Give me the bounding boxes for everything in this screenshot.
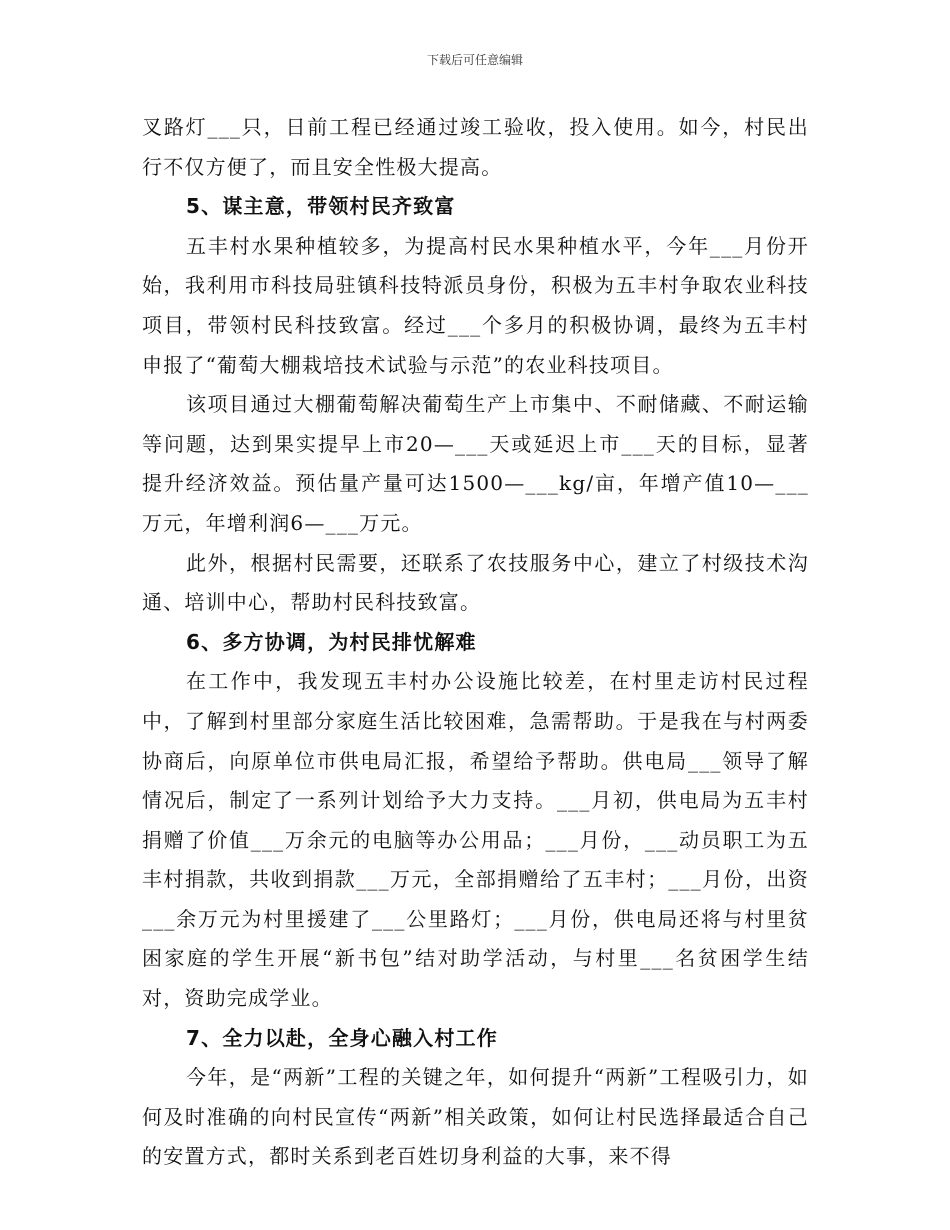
paragraph-training-center: 此外，根据村民需要，还联系了农技服务中心，建立了村级技术沟通、培训中心，帮助村民科技致富。 (142, 550, 809, 615)
paragraph-streetlight-completion: 叉路灯___只，日前工程已经通过竣工验收，投入使用。如今，村民出行不仅方便了，而且安全性极大提高。 (142, 115, 809, 179)
paragraph-fruit-planting: 五丰村水果种植较多，为提高村民水果种植水平，今年___月份开始，我利用市科技局驻镇科技特派员身份，积极为五丰村争取农业科技项目，带领村民科技致富。经过___个多月的积极协调，最终为五丰村申报了“葡萄大棚栽培技术试验与示范”的农业科技项目。 (142, 233, 809, 377)
section-heading-5: 5、谋主意，带领村民齐致富 (186, 194, 456, 219)
paragraph-grape-project: 该项目通过大棚葡萄解决葡萄生产上市集中、不耐储藏、不耐运输等问题，达到果实提早上市20—___天或延迟上市___天的目标，显著提升经济效益。预估量产量可达1500—___kg/亩，年增产值10—___万元，年增利润6—___万元。 (142, 392, 809, 535)
section-heading-6: 6、多方协调，为村民排忧解难 (186, 629, 477, 654)
document-body (142, 108, 809, 1177)
section-heading-7: 7、全力以赴，全身心融入村工作 (186, 1025, 498, 1050)
paragraph-two-new-project: 今年，是“两新”工程的关键之年，如何提升“两新”工程吸引力，如何及时准确的向村民宣传“两新”相关政策，如何让村民选择最适合自己的安置方式，都时关系到老百姓切身利益的大事，来不得 (142, 1065, 809, 1169)
page-header: 下载后可任意编辑 (426, 53, 523, 67)
paragraph-power-bureau-support: 在工作中，我发现五丰村办公设施比较差，在村里走访村民过程中，了解到村里部分家庭生活比较困难，急需帮助。于是我在与村两委协商后，向原单位市供电局汇报，希望给予帮助。供电局___领导了解情况后，制定了一系列计划给予大力支持。___月初，供电局为五丰村捐赠了价值___万余元的电脑等办公用品；___月份，___动员职工为五丰村捐款，共收到捐款___万元，全部捐赠给了五丰村；___月份，出资___余万元为村里援建了___公里路灯；___月份，供电局还将与村里贫困家庭的学生开展“新书包”结对助学活动，与村里___名贫困学生结对，资助完成学业。 (142, 669, 809, 1011)
